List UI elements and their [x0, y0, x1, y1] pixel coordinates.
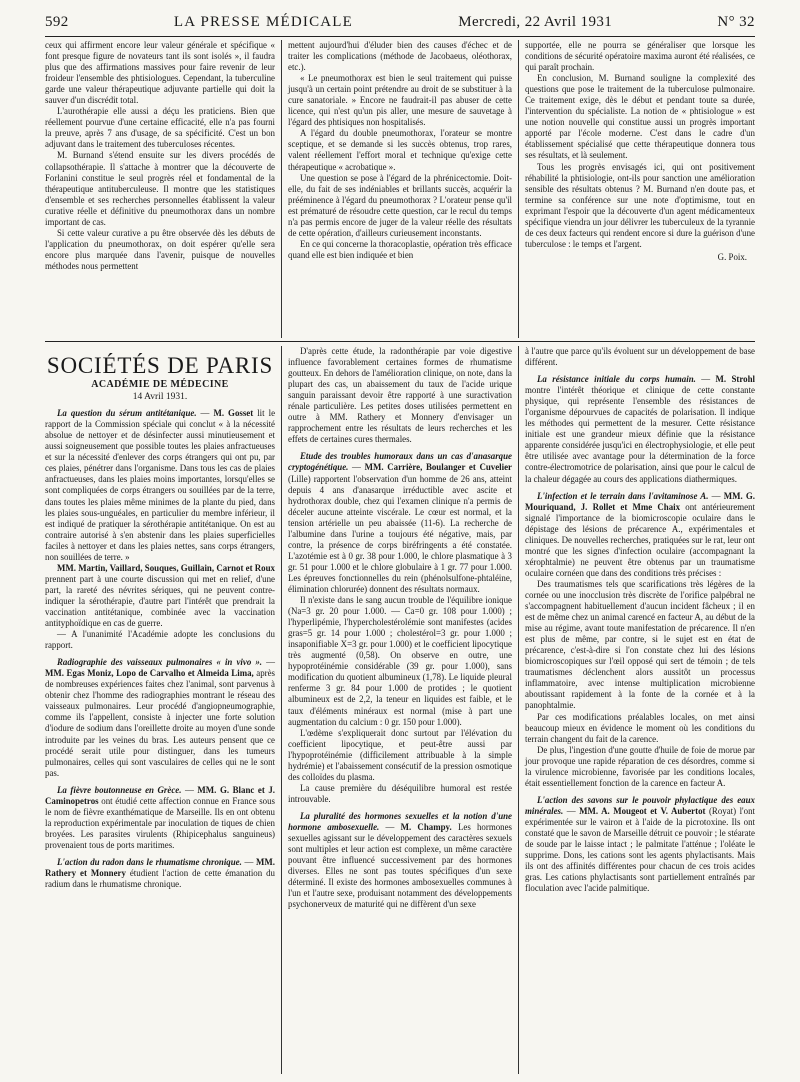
paragraph: Par ces modifications préalables locales, on met ainsi beaucoup mieux en évidence le moment où les conditions du terrain changent du fait de la carence.: [525, 711, 755, 744]
paragraph: Une question se pose à l'égard de la phrénicectomie. Doit-elle, du fait de ses indéniables et brillants succès, acquérir la prééminence à l'égard du pneumothorax ? L'orateur pense qu'il est prématuré de résoudre cette question, car le recul du temps n'a pas permis encore de juger de la valeur réelle des résultats de cette opération, d'ailleurs curieusement inconstants.: [288, 172, 512, 238]
academy-heading: ACADÉMIE DE MÉDECINE: [91, 379, 229, 391]
paragraph: En ce qui concerne la thoracoplastie, opération très efficace quand elle est bien indiquée et bien: [288, 238, 512, 260]
article-text: (Lille) rapportent l'observation d'un homme de 26 ans, atteint depuis 4 ans d'anasarque irréductible avec ascite et hydrothorax double, chez qui l'examen clinique n'a permis de déceler aucune atteinte viscérale. Le cœur est normal, et la tension artérielle un peu abaissée (11-6). La recherche de l'albumine dans l'urine a toujours été négative, mais, par contre, la présence de corps biréfringents a été constatée. L'azotémie est à 0 gr. 38 pour 1.000, le chlore plasmatique à 3 gr. 51 pour 1.000 et le chlore globulaire à 1 gr. 77 pour 1.000. Les épreuves fonctionnelles du rein (phénolsulfone-phtaléine, élimination chlorurée) donnent des résultats normaux.: [288, 473, 512, 594]
session-date: 14 Avril 1931.: [132, 392, 188, 403]
paragraph: Des traumatismes tels que scarifications très légères de la cornée ou une inocclusion très discrète de l'orifice palpébral ne s'accompagnent habituellement d'aucun incident fâcheux ; il en est de même chez un animal carencé en facteur A, au début de la mise au régime, avant toute manifestation de précarence. Il n'en est plus de même, par contre, si le sujet est en état de précarence, c'est-à-dire si l'on constate chez lui des lésions biomicroscopiques sur l'œil opposé qui sert de témoin ; de tels traumatismes déclenchent alors aussitôt un processus inflammatoire, avec intense multiplication microbienne aboutissant rapidement à la fonte de la cornée et à la panophtalmie.: [525, 578, 755, 711]
article-title: L'action des savons sur le pouvoir phylactique des eaux minérales.: [525, 794, 755, 816]
article-text: ont étudié cette affection connue en France sous le nom de fièvre exanthématique de Marseille. Ils en ont obtenu la reproduction expérimentale par inoculation de tiques de chien broyées. Les parasites virulents (Rhipicephalus sanguineus) provenaient tous de ports maritimes.: [45, 795, 275, 850]
paragraph: D'après cette étude, la radonthérapie par voie digestive influence favorablement certaines formes de rhumatisme goutteux. En dehors de l'amélioration clinique, on note, dans la plupart des cas, un abaissement du taux de l'acide urique sanguin paraissant devoir être rapporté à une suractivation rénale particulière. Les petites doses utilisées permettent en outre à MM. Rathery et Monnery d'envisager un rapprochement entre les résultats de leurs recherches et les effets de certaines cures thermales.: [288, 346, 512, 445]
issue-date: Mercredi, 22 Avril 1931: [458, 14, 613, 30]
article-author: M. Champy.: [400, 821, 452, 832]
paragraph: ceux qui affirment encore leur valeur générale et spécifique « font presque figure de novateurs tant ils sont isolés », il faudra plus que des affirmations massives pour faire revenir de leur froideur l'ensemble des phtisiologues. Cependant, la tuberculine garde une valeur thérapeutique adjuvante partielle qui doit la sauver d'un discrédit total.: [45, 40, 275, 106]
article: La question du sérum antitétanique. — M. Gosset lit le rapport de la Commission spéciale qui conclut « à la nécessité absolue de nettoyer et de désinfecter aussi minutieusement et aussi soigneusement que possible toutes les plaies anfractueuses et sur la nécessité d'enlever des corps étrangers qui ont pu, par ces plaies, pénétrer dans l'organisme. Dans tous les cas de plaies anfractueuses, dans les plaies moins importantes, lorsqu'elles se sont compliquées de corps étrangers ou souillées par de la terre, dans toutes les plaies même minimes de la plante du pied, dans les plaies sous-unguéales, en particulier du membre inférieur, il est indiqué de pratiquer la sérothérapie antitétanique. On est au contraire autorisé à s'en abstenir dans les plaies superficielles faciles à nettoyer et dans les plaies nettes, sans corps étrangers, non souillées de terre. »: [45, 408, 276, 562]
paragraph: supportée, elle ne pourra se généraliser que lorsque les conditions de sécurité opératoire maxima auront été réalisées, ce qui paraît prochain.: [525, 40, 755, 73]
article: La fièvre boutonneuse en Grèce. — MM. G. Blanc et J. Caminopetros ont étudié cette affection connue en France sous le nom de fièvre exanthématique de Marseille. Ils en ont obtenu la reproduction expérimentale par inoculation de tiques de chien broyées. Les parasites virulents (Rhipicephalus sanguineus) provenaient tous de ports maritimes.: [45, 784, 276, 850]
paragraph: De plus, l'ingestion d'une goutte d'huile de foie de morue par jour provoque une rapide réparation de ces désordres, comme si la virulence microbienne, favorisée par les conditions locales, était essentiellement fonction de la carence en facteur A.: [525, 744, 755, 788]
article-author: MM. Rathery et Monnery: [45, 856, 275, 879]
paragraph: M. Burnand s'étend ensuite sur les divers procédés de collapsothérapie. Il s'attache à montrer que la découverte de Forlanini constitue le seul progrès réel et fondamental de la thérapeutique antituberculeuse. Il montre que les statistiques d'ensemble et ses recherches personnelles établissent la valeur curative réelle et définitive du pneumothorax dans un nombre important de cas.: [45, 150, 275, 227]
bottom-column-2: [281, 346, 518, 1074]
article: L'action des savons sur le pouvoir phylactique des eaux minérales. — MM. A. Mougeot et V. Aubertot (Royat) l'ont expérimentée sur le vairon et à l'aide de la picrotoxine. Ils ont constaté que le savon de Marseille détruit ce pouvoir ; le stéarate de soude par le laisse intact ; le palmitate l'atténue ; l'oléate le supprime. Dons, les cations sont les agents phylactisants. Mais ils ont des affinités différentes pour chacun de ces trois acides gras. Les cations phylactisants sont partiellement entraînés par floculation avec l'acide palmitique.: [525, 794, 755, 894]
article-text: après de nombreuses expériences faites chez l'animal, sont parvenus à obtenir chez l'homme des radiographies montrant le réseau des vaisseaux pulmonaires. Leur procédé d'angiopneumographie, comme ils l'appellent, consiste à injecter une forte solution d'iodure de sodium dans l'oreillette droite au moyen d'une sonde introduite par les veines du bras. Les auteurs pensent que ce procédé serait utile pour distinguer, dans les tumeurs pulmonaires, celles qui sont vasculaires de celles qui ne le sont pas.: [45, 668, 276, 778]
bottom-column-3: [518, 346, 755, 1074]
journal-title: LA PRESSE MÉDICALE: [173, 14, 354, 30]
paragraph: A l'égard du double pneumothorax, l'orateur se montre sceptique, et se demande si les succès obtenus, trop rares, valent réellement l'effort moral et technique qu'exige cette thérapeutique « acrobatique ».: [288, 128, 512, 172]
article: L'action du radon dans le rhumatisme chronique. — MM. Rathery et Monnery étudient l'action de cette émanation du radium dans le rhumatisme chronique.: [45, 856, 275, 890]
header-rule: [45, 36, 755, 37]
article-author: MM. Carrière, Boulanger et Cuvelier: [364, 462, 512, 473]
paragraph: à l'autre que parce qu'ils évoluent sur un développement de base différent.: [525, 346, 755, 368]
article-title: L'action du radon dans le rhumatisme chronique.: [57, 856, 242, 867]
signature: G. Poix.: [717, 251, 747, 262]
article-title: Radiographie des vaisseaux pulmonaires « in vivo ».: [57, 657, 263, 668]
paragraph: L'aurothérapie elle aussi a déçu les praticiens. Bien que réellement pourvue d'une certaine efficacité, elle n'a pas fourni la preuve, après 7 ans d'usage, de sa spécificité. C'est un bon adjuvant dans le traitement des tuberculoses récentes.: [45, 106, 275, 150]
article-author: M. Gosset: [213, 408, 254, 419]
paragraph: — A l'unanimité l'Académie adopte les conclusions du rapport.: [45, 629, 275, 651]
article-text: lit le rapport de la Commission spéciale qui conclut « à la nécessité absolue de nettoyer et de désinfecter aussi minutieusement et aussi soigneusement que possible toutes les plaies anfractueuses et sur la nécessité d'enlever des corps étrangers qui ont pu, par ces plaies, pénétrer dans l'organisme. Dans tous les cas de plaies anfractueuses, dans les plaies moins importantes, lorsqu'elles se sont compliquées de corps étrangers ou souillées par de la terre, dans toutes les plaies même minimes de la plante du pied, dans les plaies sous-unguéales, en particulier du membre inférieur, il est indiqué de pratiquer la sérothérapie antitétanique. On est au contraire autorisé à s'en abstenir dans les plaies superficielles faciles à nettoyer et dans les plaies nettes, sans corps étrangers, non souillées de terre. »: [45, 408, 276, 562]
article: La pluralité des hormones sexuelles et la notion d'une hormone ambosexuelle. — M. Champy. Les hormones sexuelles agissant sur le développement des caractères sexuels sont multiples et leur action est complexe, un même caractère pouvant être influencé successivement par des hormones diverses. Elles ne sont pas toutes spécifiques d'un sexe déterminé. Il existe des hormones ambosexuelles communes à l'un et l'autre sexe, produisant notamment des développements psychonerveux de maturité qui ne diffèrent d'un sexe: [288, 810, 512, 910]
article-text: montre l'intérêt théorique et clinique de cette constante physique, qui représente l'ensemble des résistances de l'organisme dépourvues de capacités de polarisation. Il indique les méthodes qui permettent de la mesurer. Cette résistance initiale est une grandeur mieux définie que la résistance apparente considérée jusqu'ici en électrophysiologie, et elle peut être utilisée avec avantage pour la détermination de la force contre-électromotrice de polarisation, ainsi que pour le calcul de la chaleur dégagée au cours des applications diathermiques.: [525, 385, 755, 484]
bottom-columns: [45, 346, 755, 1074]
paragraph: Il n'existe dans le sang aucun trouble de l'équilibre ionique (Na=3 gr. 20 pour 1.000. — Ca=0 gr. 108 pour 1.000) ; l'hyperlipémie, l'hypercholestérolémie sont manifestes (acides gras=5 gr. 14 pour 1.000 ; cholestérol=3 gr. pour 1.000 ; insaponifiable X=3 gr. pour 1.000) et le coefficient lipocytique très augmenté (0,58). On observe en outre, une hypoprotéinémie considérable (39 gr. pour 1.000), sans modification du quotient albumineux (1,78). Le liquide pleural renferme 3 gr. 84 pour 1.000 de protides ; le quotient albumineux est de 2,2, la teneur en liquides est faible, et le taux d'éléments minéraux est normal (mise à part une augmentation du calcium : 0 gr. 150 pour 1.000).: [288, 595, 512, 727]
top-column-1: [45, 40, 281, 338]
article-author: M. Strohl: [715, 374, 755, 385]
article: [45, 563, 275, 629]
paragraph: La cause première du déséquilibre humoral est restée introuvable.: [288, 782, 512, 804]
paragraph: « Le pneumothorax est bien le seul traitement qui puisse jusqu'à un certain point prétendre au droit de se substituer à la cure sanatoriale. » Encore ne faudrait-il pas abuser de cette licence, qui n'est qu'un pis aller, une mesure de sauvetage à l'égard des phtisiques non hospitalisés.: [288, 73, 512, 128]
paragraph: Tous les progrès envisagés ici, qui ont positivement réhabilité la phtisiologie, ont-ils pour sanction une amélioration sensible des résultats obtenus ? M. Burnand n'en doute pas, et termine sa conférence sur une note d'optimisme, tout en exprimant l'espoir que la découverte d'un agent médicamenteux spécifique viendra un jour délivrer les tuberculeux de la tyrannie de ces deux facteurs qui rendent encore si dure la guérison d'une tuberculose : le temps et l'argent.: [525, 161, 755, 249]
article: Radiographie des vaisseaux pulmonaires « in vivo ». — MM. Egas Moniz, Lopo de Carvalho et Almeida Lima, après de nombreuses expériences faites chez l'animal, sont parvenus à obtenir chez l'homme des radiographies montrant le réseau des vaisseaux pulmonaires. Leur procédé d'angiopneumographie, comme ils l'appellent, consiste à injecter une forte solution d'iodure de sodium dans l'oreillette droite au moyen d'une sonde introduite par les veines du bras. Les auteurs pensent que ce procédé serait utile pour distinguer, dans les tumeurs pulmonaires, celles qui sont vasculaires de celles qui ne le sont pas.: [45, 657, 276, 778]
article-text: étudient l'action de cette émanation du radium dans le rhumatisme chronique.: [45, 868, 275, 890]
page-number: 592: [45, 14, 69, 30]
article-author: MM. G. Blanc et J. Caminopetros: [45, 784, 276, 806]
article-title: La pluralité des hormones sexuelles et la notion d'une hormone ambosexuelle.: [288, 810, 512, 832]
article: La résistance initiale du corps humain. — M. Strohl montre l'intérêt théorique et clinique de cette constante physique, qui représente l'ensemble des résistances de l'organisme dépourvues de capacités de polarisation. Il indique les méthodes qui permettent de la mesurer. Cette résistance initiale est une grandeur mieux définie que la résistance apparente considérée jusqu'ici en électrophysiologie, et elle peut être utilisée avec avantage pour la détermination de la force contre-électromotrice de polarisation, ainsi que pour le calcul de la chaleur dégagée au cours des applications diathermiques.: [525, 374, 755, 484]
section-rule: [45, 341, 755, 342]
article-title: La résistance initiale du corps humain.: [537, 374, 696, 385]
page-header: [45, 14, 755, 34]
article-author: MM. G. Mouriquand, J. Rollet et Mme Chaix: [525, 490, 755, 512]
paragraph: En conclusion, M. Burnand souligne la complexité des questions que pose le traitement de la tuberculose pulmonaire. Ce traitement exige, dès le début et pendant toute sa durée, l'intervention du spécialiste. La notion de « phtisiologue » est une notion nouvelle qui constitue aussi un progrès important apporté par l'école moderne. C'est dans le cadre d'un établissement spécialisé que cette thérapeutique donnera tous ses résultats, et là seulement.: [525, 73, 755, 161]
top-columns: [45, 40, 755, 338]
article-title: La fièvre boutonneuse en Grèce.: [57, 784, 182, 795]
section-heading: SOCIÉTÉS DE PARIS: [46, 353, 274, 378]
article-text: ont antérieurement signalé l'importance de la biomicroscopie oculaire dans le dépistage des lésions de précarence A., expérimentales et cliniques. De nouvelles recherches, pratiquées sur le rat, leur ont montré que les signes d'infection oculaire (accompagnant la xérophtalmie) ne peuvent être obtenus par un traumatisme oculaire cornéen que dans des conditions très précises :: [525, 501, 755, 578]
top-column-2: [281, 40, 518, 338]
article: L'infection et le terrain dans l'avitaminose A. — MM. G. Mouriquand, J. Rollet et Mme Chaix ont antérieurement signalé l'importance de la biomicroscopie oculaire dans le dépistage des lésions de précarence A., expérimentales et cliniques. De nouvelles recherches, pratiquées sur le rat, leur ont montré que les signes d'infection oculaire (accompagnant la xérophtalmie) ne peuvent être obtenus par un traumatisme oculaire cornéen que dans des conditions très précises :: [525, 490, 755, 578]
article-text: Les hormones sexuelles agissant sur le développement des caractères sexuels sont multiples et leur action est complexe, un même caractère pouvant être influencé successivement par des hormones diverses. Elles ne sont pas toutes spécifiques d'un sexe déterminé. Il existe des hormones ambosexuelles communes à l'un et l'autre sexe, produisant notamment des développements psychonerveux de maturité qui ne diffèrent d'un sexe: [288, 821, 512, 910]
article-text: prennent part à une courte discussion qui met en relief, d'une part, la rareté des névrites sériques, qui ne peuvent contre-indiquer la sérothérapie, d'autre part l'intérêt que prendrait la vaccination antitétanique, combinée avec la vaccination antityphoïdique en cas de guerre.: [45, 573, 275, 629]
article-title: La question du sérum antitétanique.: [57, 408, 197, 419]
article-author: MM. Egas Moniz, Lopo de Carvalho et Almeida Lima,: [45, 668, 254, 679]
article-author: MM. A. Mougeot et V. Aubertot: [579, 805, 706, 816]
article: Etude des troubles humoraux dans un cas d'anasarque cryptogénétique. — MM. Carrière, Boulanger et Cuvelier (Lille) rapportent l'observation d'un homme de 26 ans, atteint depuis 4 ans d'anasarque irréductible avec ascite et hydrothorax double, chez qui l'examen clinique n'a permis de déceler aucune atteinte viscérale. Le cœur est normal, et la tension artérielle un peu abaissée (11-6). La recherche de l'albumine dans l'urine a toujours été négative, mais, par contre, la présence de corps biréfringents a été constatée. L'azotémie est à 0 gr. 38 pour 1.000, le chlore plasmatique à 3 gr. 51 pour 1.000 et le chlore globulaire à 1 gr. 77 pour 1.000. Les épreuves fonctionnelles du rein (phénolsulfone-phtaléine, élimination chlorurée) donnent des résultats normaux.: [288, 451, 512, 594]
paragraph: mettent aujourd'hui d'éluder bien des causes d'échec et de traiter les complications (méthode de Jacobaeus, oléothorax, etc.).: [288, 40, 512, 73]
paragraph: Si cette valeur curative a pu être observée dès les débuts de l'application du pneumothorax, on doit espérer qu'elle sera encore plus marquée dans l'avenir, puisque de nouvelles méthodes nous permettent: [45, 227, 275, 271]
bottom-column-1: [45, 346, 281, 1074]
top-column-3: [518, 40, 755, 338]
article-title: Etude des troubles humoraux dans un cas d'anasarque cryptogénétique.: [288, 451, 512, 473]
article-author: MM. Martin, Vaillard, Souques, Guillain, Carnot et Roux: [57, 562, 275, 573]
article-text: (Royat) l'ont expérimentée sur le vairon et à l'aide de la picrotoxine. Ils ont constaté que le savon de Marseille détruit ce pouvoir ; le stéarate de soude par le laisse intact ; le palmitate l'atténue ; l'oléate le supprime. Dons, les cations sont les agents phylactisants. Mais ils ont des affinités différentes pour chacun de ces trois acides gras. Les cations phylactisants sont partiellement entraînés par floculation avec l'acide palmitique.: [525, 805, 755, 894]
issue-number: N° 32: [717, 14, 755, 30]
paragraph: L'œdème s'expliquerait donc surtout par l'élévation du coefficient lipocytique, et peut-être aussi par l'hypoprotéinémie (difficilement attribuable à la simple hydrémie) et l'abaissement consécutif de la pression osmotique des colloïdes du plasma.: [288, 727, 512, 782]
article-title: L'infection et le terrain dans l'avitaminose A.: [537, 490, 709, 501]
